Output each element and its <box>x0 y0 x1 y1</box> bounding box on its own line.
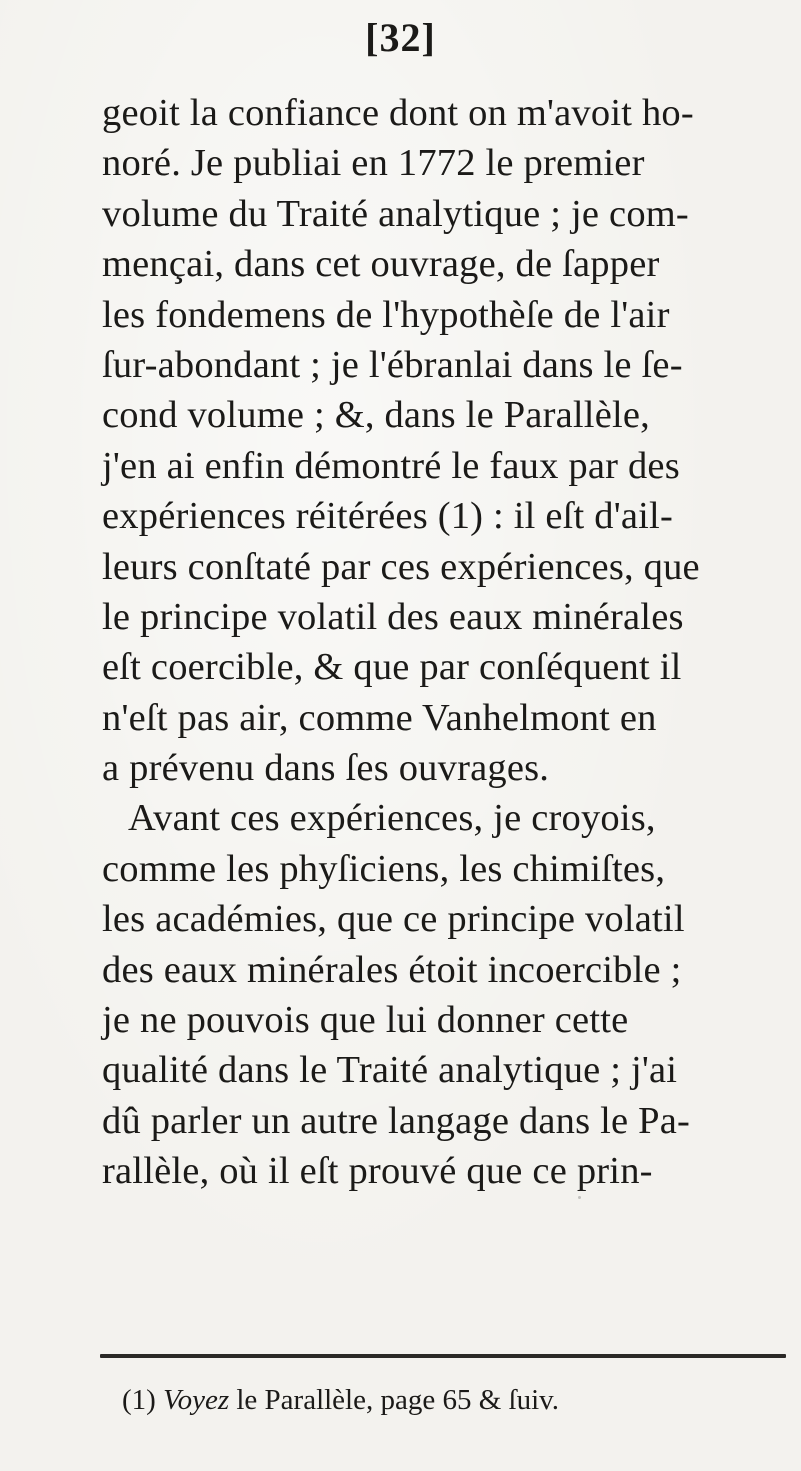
text-line: cond volume ; &, dans le Parallèle, <box>102 394 650 437</box>
text-line: les académies, que ce principe volatil <box>102 898 685 941</box>
text-line: les fondemens de l'hypothèſe de l'air <box>102 293 670 336</box>
text-line: comme les phyſiciens, les chimiſtes, <box>102 847 666 890</box>
text-line: n'eſt pas air, comme Vanhelmont en <box>102 696 657 739</box>
text-line: je ne pouvois que lui donner cette <box>102 999 629 1042</box>
footnote <box>122 1382 559 1418</box>
text-line: j'en ai enfin démontré le faux par des <box>102 444 680 487</box>
text-line: mençai, dans cet ouvrage, de ſapper <box>102 243 660 286</box>
text-line: qualité dans le Traité analytique ; j'ai <box>102 1049 678 1092</box>
footnote-italic: Voyez <box>163 1384 230 1416</box>
footnote-rule <box>100 1354 786 1358</box>
footnote-marker: (1) <box>122 1384 156 1416</box>
text-line: dû parler un autre langage dans le Pa- <box>102 1099 691 1142</box>
text-line: ſur-abondant ; je l'ébranlai dans le ſe- <box>102 343 683 386</box>
text-line: le principe volatil des eaux minérales <box>102 595 684 638</box>
body-text <box>102 88 801 1197</box>
text-line: noré. Je publiai en 1772 le premier <box>102 142 645 185</box>
paper-speck <box>246 1404 249 1407</box>
text-line: expériences réitérées (1) : il eſt d'ail- <box>102 495 673 538</box>
paper-speck <box>578 1196 581 1199</box>
text-line: eſt coercible, & que par conſéquent il <box>102 646 682 689</box>
footnote-text: le Parallèle, page 65 & ſuiv. <box>229 1384 560 1416</box>
page-number: [32] <box>365 15 436 60</box>
text-line: leurs conſtaté par ces expériences, que <box>102 545 700 588</box>
text-line: Avant ces expériences, je croyois, <box>128 797 656 840</box>
text-line: rallèle, où il eſt prouvé que ce prin- <box>102 1150 653 1193</box>
text-line: volume du Traité analytique ; je com- <box>102 192 689 235</box>
text-line: geoit la confiance dont on m'avoit ho- <box>102 92 694 134</box>
text-line: a prévenu dans ſes ouvrages. <box>102 747 550 790</box>
text-line: des eaux minérales étoit incoercible ; <box>102 948 682 991</box>
